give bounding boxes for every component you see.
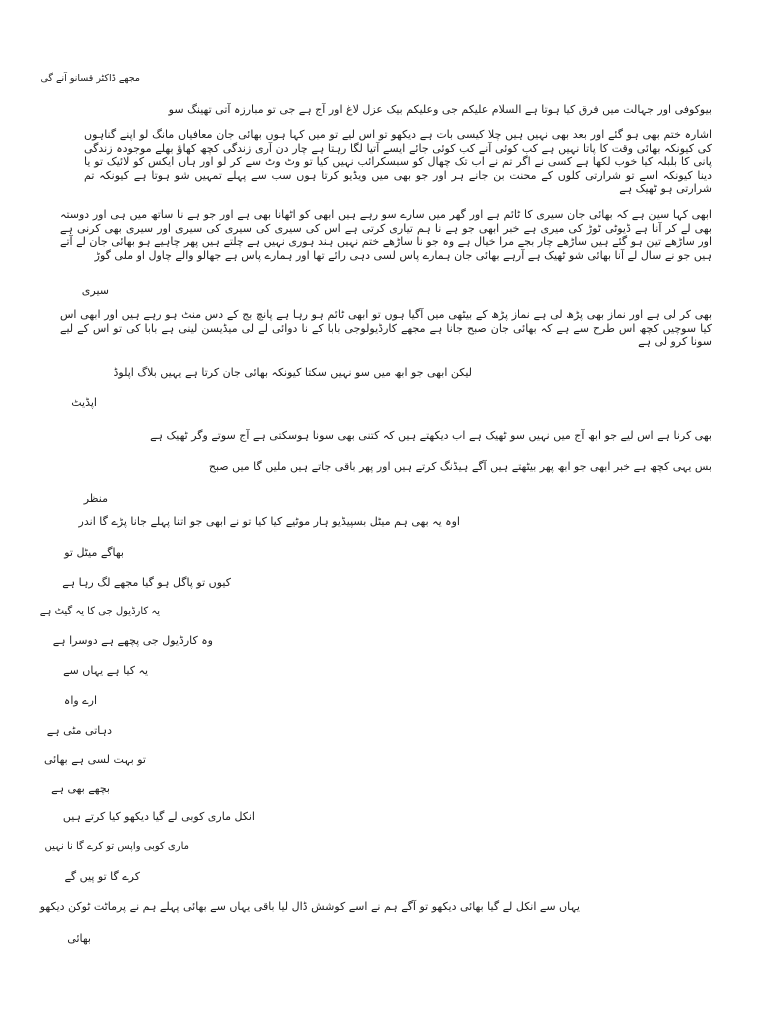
text-line: یہ کارڈیول جی کا یہ گیٹ ہے [39, 606, 160, 617]
section-heading: اپڈیٹ [71, 396, 97, 409]
document-heading: مجھے ڈاکٹر قسانو آنے گی [40, 73, 140, 84]
text-line: ماری کوبی واپس تو کرے گا نا نہیں [44, 841, 189, 852]
text-paragraph: بھی کر لی ہے اور نماز بھی پڑھ لی ہے نماز پڑھ کے بیٹھی میں آگیا ہوں تو ابھی ٹائم ہو رہا ہے پانچ بج کے دس منٹ ہو رہے ہیں اور ابھی اس کیا سوچیں کچھ اس طرح سے ہے کہ بھائی جان صبح جانا ہے مجھے کارڈیولوجی بابا کے نا دوائی لے لی میڈیسن لینی ہے بابا کی تو اس کے لیے سونا کرو لی ہے [60, 308, 712, 348]
text-line: یہ کیا ہے یہاں سے [63, 664, 148, 677]
text-line: کیوں تو پاگل ہو گیا مجھے لگ رہا ہے [62, 576, 231, 589]
text-paragraph: اشارہ ختم بھی ہو گئے اور بعد بھی نہیں ہیں چلا کیسی بات ہے دیکھو تو اس لیے تو میں کہا ہوں بھائی جان معافیاں مانگ لو اپنے گناہوں کی کیونکہ بھائی وقت کا پاتا نہیں ہے کب کوئی آنے کب کوئی جائے ایسے آتیا لگا رہتا ہے چار دن آری زندگی کچھ کھاؤ بھلے موجودہ زندگی پانی کا بلبلہ کیا خوب لکھا ہے کسی نے اگر تم نے اب تک چھال کو سبسکرائب نہیں کیا تو وٹ وٹ سے کر لو اور ہاں ایکس کو لائیک تو یا دینا کیونکہ اسے تو شرارتی کلوں کے محنت بن جانے ہر اور جو بھی میں ویڈیو کرتا ہوں سب سے پہلے تمہیں شو ہوتا ہے کیونکہ تم شرارتی ہو ٹھیک ہے [84, 128, 712, 195]
text-line: اوہ یہ بھی ہم میٹل بسپیڈیو ہار موٹیے کیا کیا تو نے ابھی جو اتنا پہلے جانا پڑے گا اندر [78, 515, 460, 528]
text-line: بھی کرنا ہے اس لیے جو ابھ آج میں نہیں سو ٹھیک ہے اب دیکھتے ہیں کہ کتنی بھی سونا ہوسکتی ہے آج سوتے وگر ٹھیک ہے [150, 429, 712, 442]
text-line: بھائی [67, 932, 91, 945]
text-line: بچھے بھی ہے [51, 782, 110, 795]
text-paragraph: ابھی کہا سین ہے کہ بھائی جان سیری کا ٹائم ہے اور گھر میں سارے سو رہے ہیں ابھی کو اٹھانا بھی ہے اور جو ہے نا ساتھ میں ہی اور دوستہ بھی لے کر آنا ہے ڈیوٹی ٹوڑ کی میری ہے خبر ابھی جو ہے نا ہم تیاری کرتی ہے اس کی سیری کی سیری کی سیری اور سیری بھی کرنی ہے اور ساڑھے تین ہو گئے ہیں ساڑھے چار بجے مرا خیال ہے وہ جو نا ساڑھے ختم نہیں ہند ہوری نہیں ہے چلتے ہیں پھر چاہیے ہو بھائی جان لے آتے ہیں جو نے سال لے آنا بھائی شو ٹھیک ہے آرہے بھائی جان ہمارے پاس لسی دہی رائے تھا اور ہمارے پاس ہے جھالو والے چاول او ملی گوڑ [60, 208, 712, 262]
text-line: کرے گا تو پیں گے [64, 870, 140, 883]
text-line: بس یہی کچھ ہے خبر ابھی جو ابھ پھر بیٹھتے ہیں آگے ہیڈنگ کرتے ہیں اور پھر باقی جاتے ہیں ملیں گا میں صبح [208, 460, 712, 473]
text-line: بیوکوفی اور جہالت میں فرق کیا ہوتا ہے السلام علیکم جی وعلیکم بیک عزل لاغ اور آج ہے جی تو مبارزہ آتی تھینگ سو [168, 103, 712, 116]
text-line: بھاگے میٹل تو [64, 546, 124, 559]
text-line: دہاتی مٹی ہے [46, 724, 112, 737]
section-heading: منظر [83, 492, 108, 505]
text-line: ارے واہ [63, 694, 97, 707]
text-line: انکل ماری کوبی لے گیا دیکھو کیا کرتے ہیں [62, 810, 255, 823]
text-line: وہ کارڈیول جی پچھے ہے دوسرا ہے [52, 634, 213, 647]
text-line: تو بہت لسی ہے بھائی [44, 753, 146, 766]
section-heading: سیری [81, 284, 109, 297]
text-line: لیکن ابھی جو ابھ میں سو نہیں سکتا کیونکہ بھائی جان کرتا ہے یہیں بلاگ اپلوڈ [113, 366, 472, 379]
text-line: یہاں سے انکل لے گیا بھائی دیکھو تو آگے ہم نے اسے کوشش ڈال لیا باقی یہاں سے بھائی پہلے ہم نے پرماٹت ٹوکن دیکھو [39, 900, 580, 913]
